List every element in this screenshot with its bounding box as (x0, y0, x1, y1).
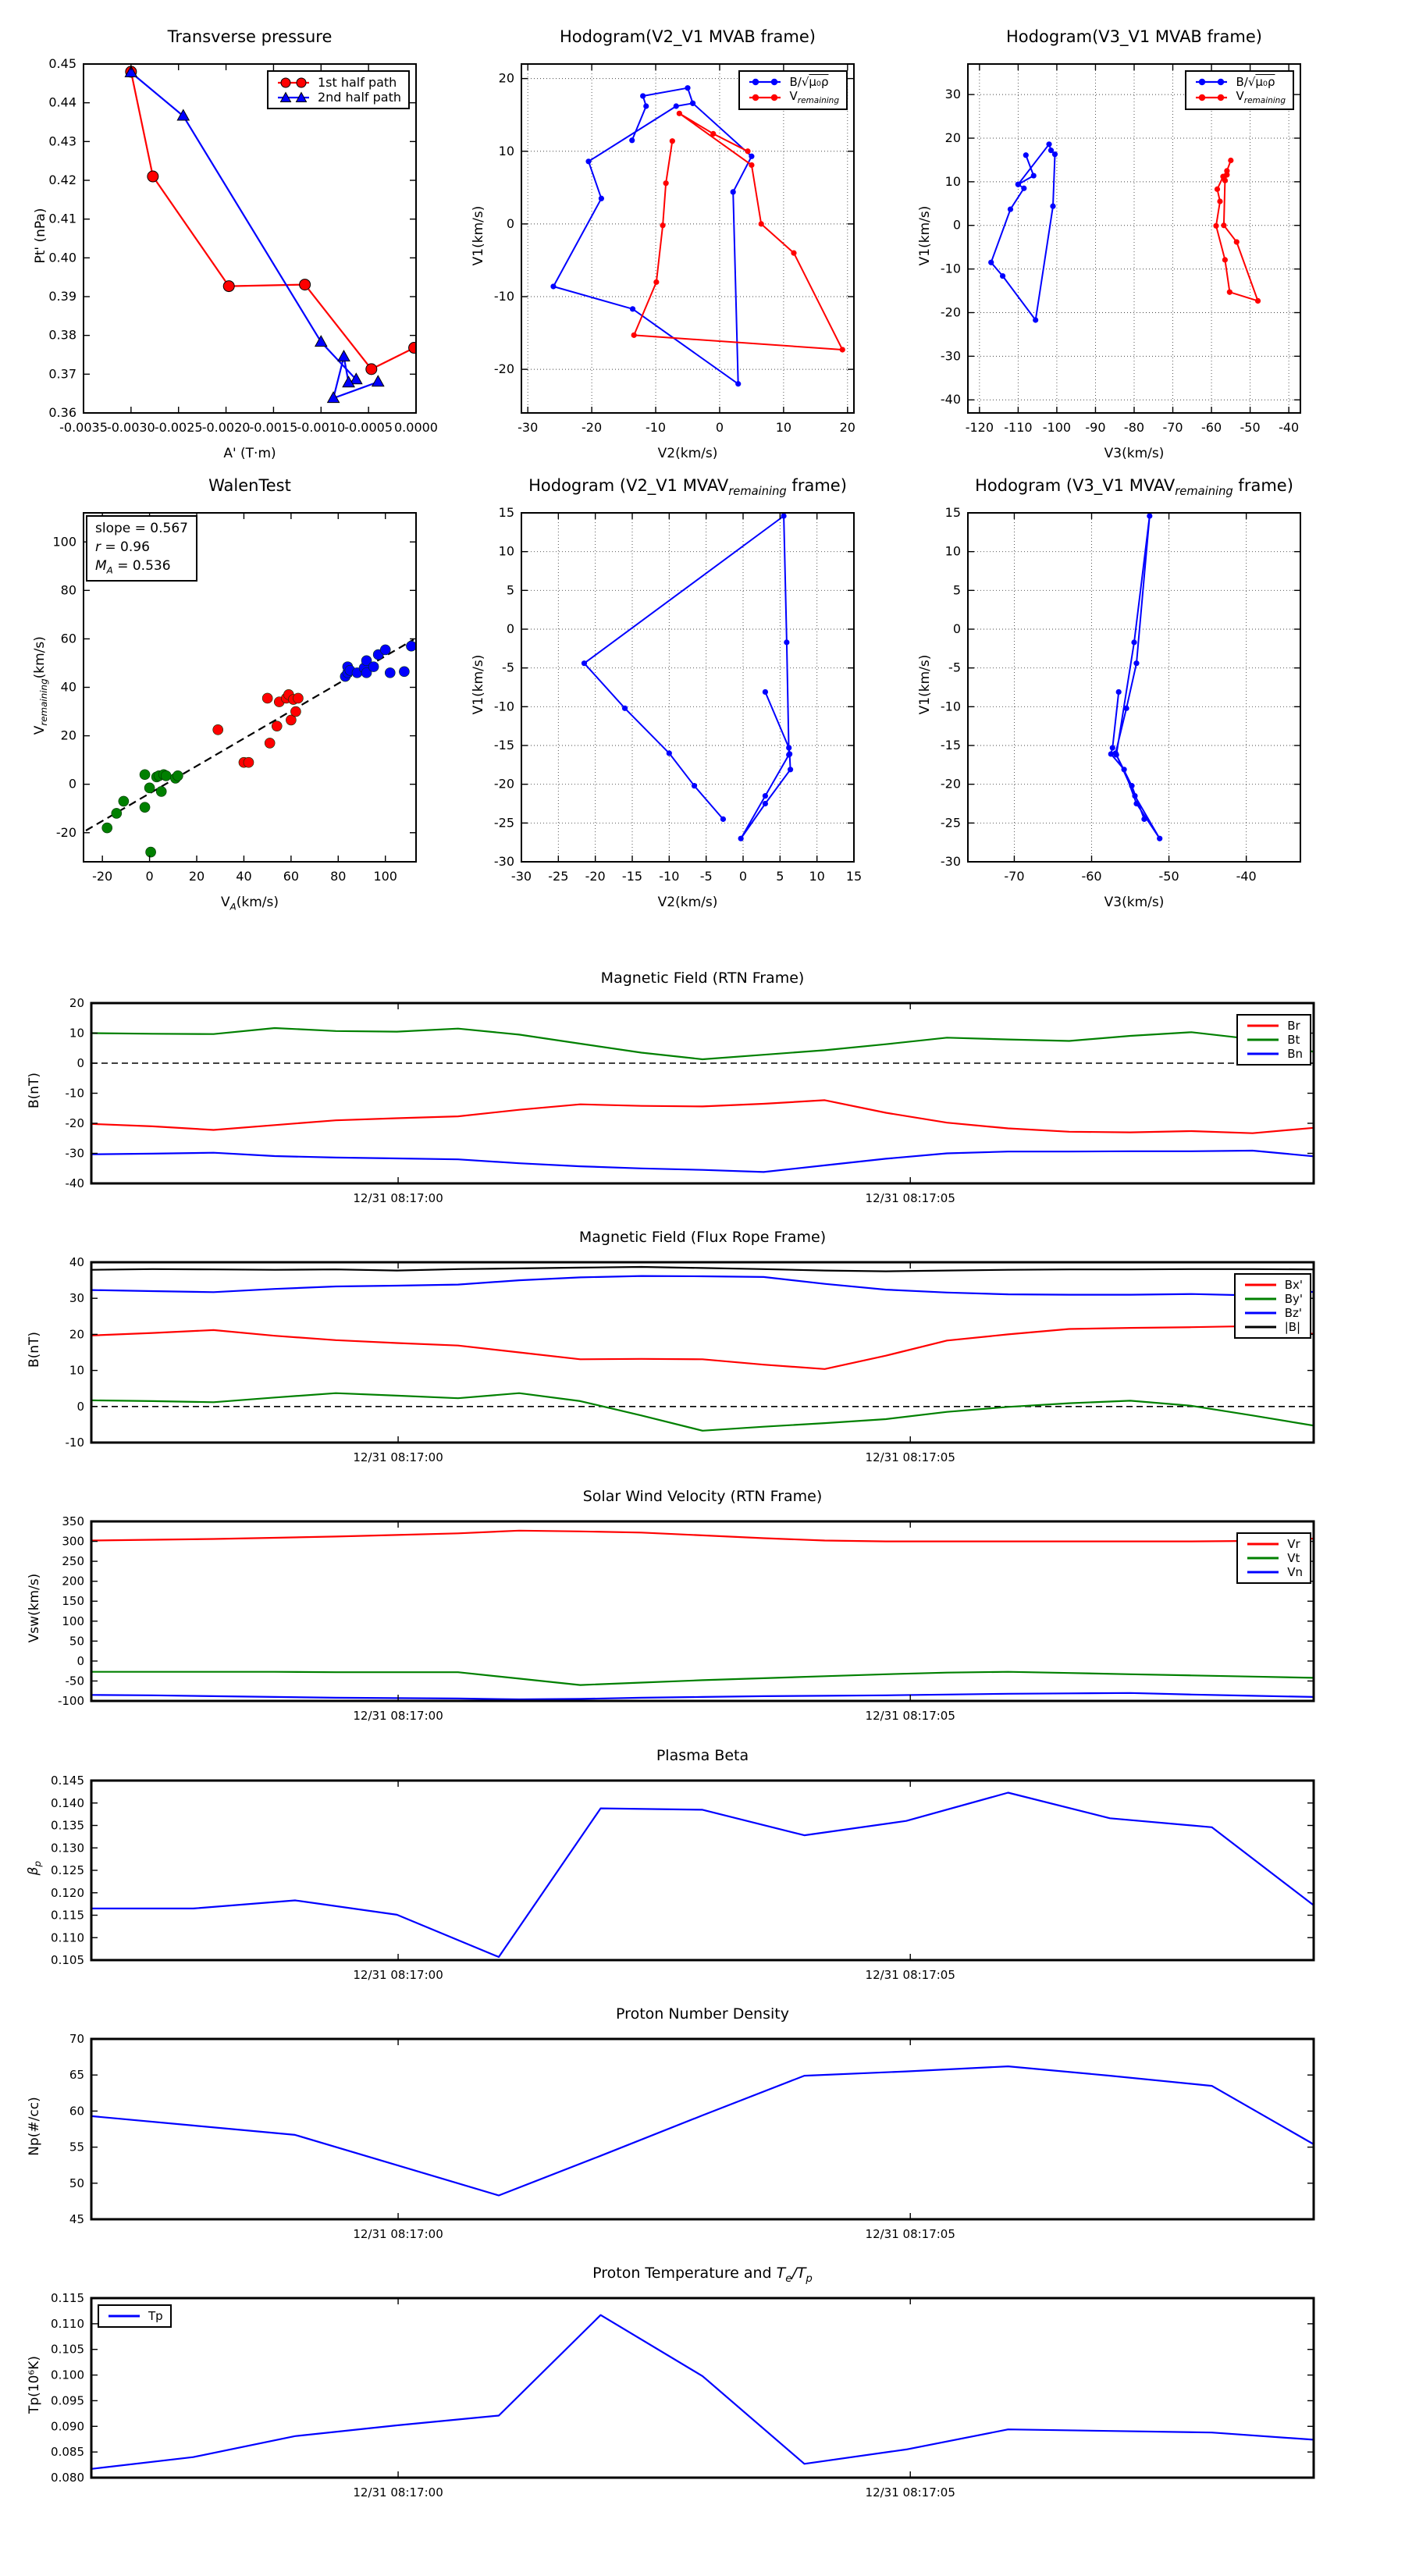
y-tick-label: 0.130 (51, 1841, 84, 1856)
legend-marker-icon (1243, 1306, 1279, 1320)
x-tick-label: -40 (1236, 869, 1257, 884)
y-tick-label: 0.140 (51, 1795, 84, 1810)
y-tick-label: 20 (69, 996, 84, 1010)
y-tick-label: 0.38 (48, 327, 76, 343)
y-tick-label: -20 (940, 776, 961, 792)
y-tick-label: 0.100 (51, 2368, 84, 2382)
x-tick-label: -10 (645, 420, 667, 435)
y-tick-label: -15 (493, 738, 514, 753)
legend-item (1243, 1306, 1303, 1320)
y-tick-label: 45 (69, 2212, 84, 2226)
proton-temperature-plot (13, 2259, 1403, 2536)
y-tick-label: 65 (69, 2068, 84, 2083)
panel-title: Magnetic Field (RTN Frame) (600, 970, 805, 987)
solar-wind-velocity-legend (1236, 1532, 1311, 1584)
y-tick-label: 20 (944, 130, 961, 145)
y-tick-label: 15 (498, 505, 514, 520)
y-axis-label: V1(km/s) (471, 654, 486, 714)
y-tick-label: 40 (69, 1255, 84, 1269)
y-tick-label: 5 (952, 582, 961, 598)
legend-marker-icon (1243, 1292, 1279, 1306)
x-tick-label: -10 (659, 869, 680, 884)
y-axis-label: V1(km/s) (917, 205, 933, 265)
y-axis-label: B(nT) (27, 1072, 42, 1108)
legend-item (1243, 1278, 1303, 1292)
y-tick-label: 0.42 (48, 173, 76, 187)
legend-item (747, 75, 839, 89)
legend-item (1245, 1033, 1303, 1047)
legend-item (1245, 1565, 1303, 1579)
x-axis-label: V2(km/s) (657, 446, 718, 461)
y-tick-label: 0.45 (48, 56, 76, 71)
y-tick-label: 0.43 (48, 133, 76, 149)
x-tick-label: -120 (965, 420, 994, 435)
y-tick-label: 0.39 (48, 289, 76, 304)
panel-title: WalenTest (208, 476, 291, 495)
legend-marker-icon (276, 76, 311, 90)
y-axis-label: Pt' (nPa) (33, 208, 48, 263)
x-tick-label: -70 (1004, 869, 1025, 884)
legend-label: |B| (1284, 1320, 1301, 1334)
panel-title: Magnetic Field (Flux Rope Frame) (578, 1229, 827, 1246)
legend-label: $V_{remaining}$ (1236, 89, 1286, 105)
x-tick-label: 12/31 08:17:05 (865, 1450, 955, 1464)
y-tick-label: -10 (65, 1436, 84, 1450)
y-tick-label: 0.095 (51, 2393, 84, 2408)
y-tick-label: 350 (62, 1514, 84, 1528)
panel-title: Solar Wind Velocity (RTN Frame) (582, 1488, 823, 1505)
x-tick-label: 20 (839, 420, 855, 435)
x-axis-label: V3(km/s) (1104, 446, 1165, 461)
hodogram-v3v1-mvav-plot (890, 474, 1390, 920)
legend-item (1245, 1047, 1303, 1061)
legend-item (276, 90, 401, 105)
y-tick-label: 0 (952, 217, 961, 233)
panel-title: Proton Number Density (616, 2005, 789, 2023)
legend-label: B/√μ₀ρ (789, 75, 829, 89)
x-tick-label: 12/31 08:17:00 (353, 2227, 443, 2241)
legend-marker-icon (1245, 1565, 1281, 1579)
x-tick-label: 5 (776, 869, 784, 884)
x-tick-label: -20 (582, 420, 603, 435)
y-tick-label: -40 (65, 1176, 84, 1190)
y-tick-label: -30 (65, 1146, 84, 1161)
y-axis-label: Np(#/cc) (27, 2096, 42, 2156)
y-tick-label: 200 (62, 1574, 84, 1589)
y-tick-label: -20 (493, 776, 514, 792)
y-tick-label: 0.085 (51, 2445, 84, 2460)
x-tick-label: -50 (1240, 420, 1261, 435)
y-tick-label: 0.41 (48, 211, 76, 226)
y-tick-label: -5 (502, 660, 514, 675)
panel-title: Hodogram(V3_V1 MVAB frame) (1006, 27, 1262, 46)
x-tick-label: 12/31 08:17:00 (353, 2485, 443, 2500)
x-tick-label: -25 (548, 869, 569, 884)
y-tick-label: 20 (60, 728, 76, 743)
x-tick-label: -0.0025 (154, 420, 203, 435)
proton-temperature-legend (98, 2304, 172, 2328)
y-tick-label: 10 (69, 1026, 84, 1041)
x-tick-label: -0.0020 (201, 420, 251, 435)
x-tick-label: 12/31 08:17:05 (865, 2485, 955, 2500)
y-tick-label: -20 (940, 304, 961, 320)
legend-item (1193, 75, 1286, 89)
x-tick-label: 12/31 08:17:00 (353, 1968, 443, 1982)
x-tick-label: -0.0010 (297, 420, 346, 435)
y-tick-label: 30 (69, 1291, 84, 1306)
y-tick-label: 0.145 (51, 1774, 84, 1788)
transverse-pressure-legend (267, 70, 410, 109)
legend-label: Bt (1287, 1033, 1300, 1047)
y-tick-label: -100 (57, 1694, 84, 1708)
legend-label: Bx' (1284, 1278, 1303, 1292)
stats-line: slope = 0.567 (95, 521, 188, 536)
y-tick-label: 0 (68, 776, 76, 792)
hodogram-v2v1-mvab-plot (443, 25, 944, 471)
x-tick-label: 15 (845, 869, 863, 884)
x-tick-label: 0 (738, 869, 748, 884)
x-axis-label: V2(km/s) (657, 895, 718, 910)
x-tick-label: -60 (1081, 869, 1102, 884)
y-tick-label: 0 (76, 1399, 84, 1414)
x-axis-label: V3(km/s) (1104, 895, 1165, 910)
y-tick-label: 70 (69, 2032, 84, 2046)
x-tick-label: 12/31 08:17:00 (353, 1191, 443, 1205)
y-tick-label: 0.110 (51, 2316, 84, 2331)
legend-marker-icon (1245, 1537, 1281, 1551)
x-tick-label: -70 (1162, 420, 1183, 435)
legend-marker-icon (1243, 1278, 1279, 1292)
x-tick-label: 12/31 08:17:05 (865, 2227, 955, 2241)
x-tick-label: -20 (92, 869, 113, 884)
y-tick-label: 80 (60, 582, 76, 598)
legend-marker-icon (1193, 91, 1229, 105)
y-tick-label: 0.080 (51, 2471, 84, 2485)
panel-title: Proton Temperature and $T_e/T_p$ (592, 2265, 813, 2285)
y-tick-label: -25 (493, 815, 514, 831)
magnetic-field-flux-rope-plot (13, 1223, 1403, 1501)
legend-item (276, 75, 401, 90)
legend-marker-icon (747, 75, 783, 89)
y-tick-label: -30 (493, 854, 514, 869)
y-tick-label: -30 (940, 348, 961, 364)
legend-label: Bz' (1284, 1306, 1302, 1320)
x-tick-label: 80 (330, 869, 347, 884)
legend-label: $V_{remaining}$ (789, 89, 839, 105)
legend-label: By' (1284, 1292, 1303, 1306)
hodogram-v3v1-mvab-legend (1185, 70, 1294, 110)
legend-label: 1st half path (317, 75, 397, 90)
y-tick-label: 0.125 (51, 1863, 84, 1877)
y-tick-label: -10 (940, 261, 961, 276)
x-tick-label: 40 (236, 869, 252, 884)
x-tick-label: -80 (1123, 420, 1145, 435)
x-tick-label: -20 (585, 869, 606, 884)
x-tick-label: 12/31 08:17:05 (865, 1191, 955, 1205)
y-tick-label: 0.090 (51, 2419, 84, 2434)
y-tick-label: 15 (944, 505, 961, 520)
y-tick-label: 60 (60, 631, 76, 646)
x-tick-label: -0.0035 (59, 420, 108, 435)
x-tick-label: -100 (1042, 420, 1072, 435)
proton-number-density-plot (13, 2000, 1403, 2278)
y-tick-label: 300 (62, 1534, 84, 1549)
y-tick-label: 10 (69, 1363, 84, 1378)
legend-item (1193, 89, 1286, 105)
legend-label: Tp (148, 2309, 163, 2323)
x-tick-label: 12/31 08:17:00 (353, 1450, 443, 1464)
y-tick-label: 0 (506, 215, 514, 231)
x-tick-label: 10 (809, 869, 825, 884)
x-tick-label: 20 (188, 869, 205, 884)
stats-line: $M_A = 0.536$ (95, 557, 171, 575)
x-tick-label: 10 (775, 420, 792, 435)
y-tick-label: 0.36 (48, 405, 76, 420)
y-tick-label: 40 (60, 679, 76, 695)
y-tick-label: -15 (940, 738, 961, 753)
y-tick-label: 0.120 (51, 1885, 84, 1900)
x-tick-label: -0.0015 (249, 420, 298, 435)
y-tick-label: 20 (498, 70, 514, 86)
y-axis-label: Vsw(km/s) (27, 1573, 42, 1643)
x-axis-label: $V_A(km/s)$ (220, 895, 279, 913)
legend-label: Br (1287, 1019, 1300, 1033)
y-tick-label: -10 (940, 699, 961, 714)
y-tick-label: 10 (498, 543, 514, 559)
y-tick-label: 0 (76, 1056, 84, 1070)
y-tick-label: 150 (62, 1594, 84, 1609)
y-tick-label: 50 (69, 1634, 84, 1649)
y-tick-label: 0.44 (48, 94, 76, 110)
y-axis-label: B(nT) (27, 1331, 42, 1368)
x-tick-label: -30 (518, 420, 539, 435)
y-tick-label: -10 (65, 1086, 84, 1101)
panel-title: Hodogram(V2_V1 MVAB frame) (560, 27, 816, 46)
legend-item (1243, 1292, 1303, 1306)
y-tick-label: 0 (952, 621, 961, 636)
x-tick-label: -40 (1279, 420, 1300, 435)
panel-title: Plasma Beta (656, 1747, 749, 1764)
x-tick-label: -0.0005 (344, 420, 393, 435)
x-tick-label: -60 (1200, 420, 1222, 435)
y-tick-label: -30 (940, 854, 961, 869)
x-tick-label: 12/31 08:17:00 (353, 1709, 443, 1723)
y-axis-label: $V_{remaining}(km/s)$ (31, 635, 50, 735)
y-axis-label: $\beta_p$ (25, 1860, 44, 1876)
x-tick-label: -50 (1158, 869, 1179, 884)
legend-marker-icon (1245, 1551, 1281, 1565)
legend-label: 2nd half path (317, 90, 401, 105)
legend-label: Vr (1287, 1537, 1300, 1551)
y-tick-label: 0 (76, 1653, 84, 1668)
magnetic-field-flux-rope-legend (1234, 1273, 1311, 1339)
legend-label: B/√μ₀ρ (1236, 75, 1275, 89)
legend-item (1245, 1019, 1303, 1033)
panel-title: Hodogram (V2_V1 $MVAV_{remaining}$ frame) (528, 476, 847, 499)
magnetic-field-rtn-plot (13, 964, 1403, 1242)
y-tick-label: 0 (506, 621, 514, 636)
x-tick-label: 100 (373, 869, 397, 884)
y-tick-label: -25 (940, 815, 961, 831)
y-axis-label: V1(km/s) (917, 654, 933, 714)
y-tick-label: -20 (493, 361, 514, 377)
y-tick-label: 0.110 (51, 1930, 84, 1945)
y-tick-label: 100 (52, 534, 76, 550)
x-tick-label: -30 (510, 869, 532, 884)
panel-title: Transverse pressure (167, 27, 333, 46)
legend-label: Vn (1287, 1565, 1303, 1579)
y-tick-label: -50 (65, 1674, 84, 1688)
x-tick-label: 0.0000 (394, 420, 438, 435)
hodogram-v3v1-mvab-plot (890, 25, 1390, 471)
legend-label: Vt (1287, 1551, 1300, 1565)
y-tick-label: 250 (62, 1554, 84, 1569)
y-tick-label: -10 (493, 289, 514, 304)
x-tick-label: -15 (621, 869, 643, 884)
y-tick-label: 0.135 (51, 1818, 84, 1833)
x-tick-label: -0.0030 (106, 420, 155, 435)
y-tick-label: 0.105 (51, 2342, 84, 2357)
y-tick-label: -5 (948, 660, 961, 675)
y-tick-label: 100 (62, 1614, 84, 1628)
y-tick-label: 0.115 (51, 1908, 84, 1923)
y-tick-label: 50 (69, 2176, 84, 2190)
hodogram-v2v1-mvab-legend (738, 70, 848, 110)
legend-marker-icon (1193, 75, 1229, 89)
y-tick-label: 0.40 (48, 250, 76, 265)
walen-test-plot (5, 474, 506, 920)
x-tick-label: -90 (1085, 420, 1106, 435)
x-tick-label: 12/31 08:17:05 (865, 1709, 955, 1723)
stats-line: r = 0.96 (95, 539, 150, 555)
x-axis-label: A' (T·m) (223, 446, 276, 461)
legend-marker-icon (1245, 1033, 1281, 1047)
legend-marker-icon (747, 91, 783, 105)
y-tick-label: -20 (65, 1116, 84, 1130)
y-tick-label: -40 (940, 392, 961, 407)
legend-item (1245, 1537, 1303, 1551)
x-tick-label: 12/31 08:17:05 (865, 1968, 955, 1982)
y-tick-label: -20 (55, 824, 76, 840)
y-tick-label: 0.37 (48, 366, 76, 382)
legend-marker-icon (1245, 1019, 1281, 1033)
x-tick-label: 0 (715, 420, 724, 435)
y-tick-label: 10 (498, 143, 514, 158)
walen-stats-box (86, 515, 197, 582)
legend-marker-icon (276, 91, 311, 105)
hodogram-v2v1-mvav-plot (443, 474, 944, 920)
legend-item (106, 2309, 163, 2323)
panel-title: Hodogram (V3_V1 $MVAV_{remaining}$ frame) (975, 476, 1293, 499)
solar-wind-velocity-plot (13, 1482, 1403, 1759)
y-axis-label: Tp(10⁶K) (27, 2355, 42, 2414)
legend-item (1243, 1320, 1303, 1334)
plasma-beta-plot (13, 1742, 1403, 2019)
y-tick-label: -10 (493, 699, 514, 714)
y-tick-label: 60 (69, 2104, 84, 2119)
x-tick-label: 0 (145, 869, 154, 884)
y-tick-label: 0.105 (51, 1953, 84, 1967)
y-tick-label: 10 (944, 173, 961, 189)
transverse-pressure-plot (5, 25, 506, 471)
y-tick-label: 30 (944, 87, 961, 102)
y-tick-label: 20 (69, 1327, 84, 1342)
legend-marker-icon (1245, 1047, 1281, 1061)
y-tick-label: 10 (944, 543, 961, 559)
x-tick-label: 60 (283, 869, 300, 884)
y-axis-label: V1(km/s) (471, 205, 486, 265)
legend-item (747, 89, 839, 105)
legend-item (1245, 1551, 1303, 1565)
y-tick-label: 5 (506, 582, 514, 598)
magnetic-field-rtn-legend (1236, 1014, 1311, 1066)
y-tick-label: 0.115 (51, 2291, 84, 2305)
x-tick-label: -110 (1004, 420, 1033, 435)
legend-marker-icon (106, 2309, 142, 2323)
y-tick-label: 55 (69, 2140, 84, 2154)
legend-label: Bn (1287, 1047, 1303, 1061)
x-tick-label: -5 (699, 869, 713, 884)
legend-marker-icon (1243, 1320, 1279, 1334)
